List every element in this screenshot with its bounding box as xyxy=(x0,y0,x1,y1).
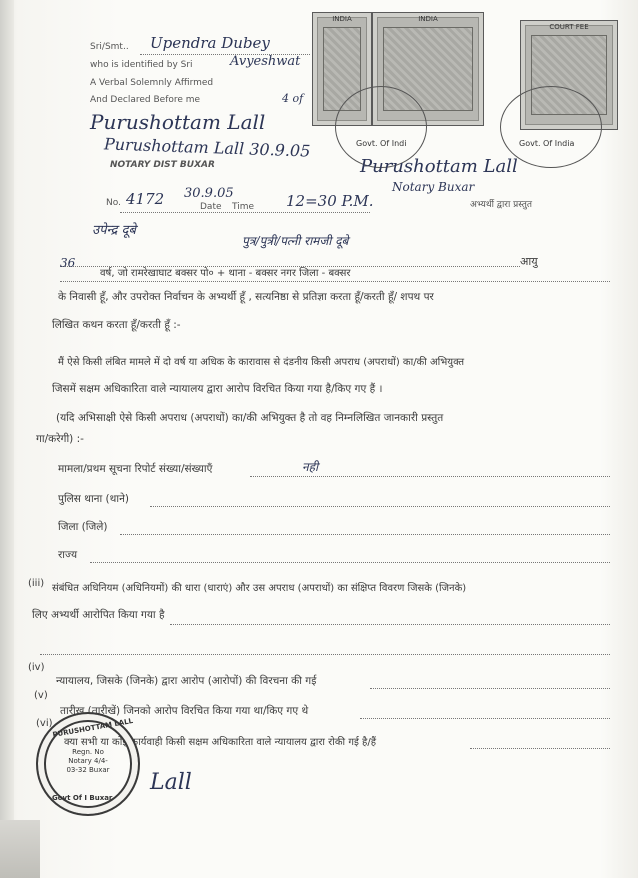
bottom-signature: Lall xyxy=(150,770,192,795)
solemn-label: A Verbal Solemnly Affirmed xyxy=(90,78,214,88)
stamp-3-label: COURT FEE xyxy=(549,23,589,31)
seal-top-text: PURUSHOTTAM LALL xyxy=(51,716,134,740)
item-iv-number: (iv) xyxy=(28,662,45,673)
item-date-charges-label: तारीख (तारीखें) जिनको आरोप विरचित किया गया था/किए गए थे xyxy=(60,705,309,717)
para-line-2: लिखित कथन करता हूँ/करती हूँ :- xyxy=(52,319,181,331)
page-fold-shadow xyxy=(0,0,14,878)
stamp-2-label: INDIA xyxy=(418,15,438,23)
item-vi-number: (vi) xyxy=(36,718,53,729)
stamp-1-label: INDIA xyxy=(332,15,352,23)
item-proceedings-stayed-label: क्या सभी या कोई कार्यवाही किसी सक्षम अधिकारिता वाले न्यायालय द्वारा रोकी गई है/हैं xyxy=(64,737,377,748)
page-torn-corner xyxy=(0,820,40,878)
date-value: 30.9.05 xyxy=(184,186,234,201)
notary-dist-label: NOTARY DIST BUXAR xyxy=(110,160,215,170)
candidate-name: उपेन्द्र दूबे xyxy=(92,223,136,238)
notary-seal xyxy=(36,712,140,816)
item-v-number: (v) xyxy=(34,690,48,701)
sri-label: Sri/Smt.. xyxy=(90,42,129,52)
notary-right-label: Notary Buxar xyxy=(392,180,475,194)
seal-middle-text: Regn. No Notary 4/4-03-32 Buxar xyxy=(66,748,110,774)
para-line-3: मैं ऐसे किसी लंबित मामले में दो वर्ष या अधिक के कारावास से दंडनीय किसी अपराध (अपराधों) का/की अभियुक्त xyxy=(58,357,465,368)
notary-signature-right: Purushottam Lall xyxy=(360,156,518,177)
item-act-section-label: संबंधित अधिनियम (अधिनियमों) की धारा (धाराएं) और उस अपराध (अपराधों) का संक्षिप्त विवरण जिसके (जिनके) xyxy=(52,583,467,594)
date-label: Date xyxy=(200,202,222,212)
item-court-label: न्यायालय, जिसके (जिनके) द्वारा आरोप (आरोपों) की विरचना की गई xyxy=(56,675,317,687)
para-line-4: जिसमें सक्षम अधिकारिता वाले न्यायालय द्वारा आरोप विरचित किया गया है/किए गए हैं । xyxy=(52,383,383,395)
time-label: Time xyxy=(232,202,255,212)
circle-1-text: Govt. Of Indi xyxy=(356,139,407,148)
seal-bottom-text: Govt Of I Buxar xyxy=(52,794,113,802)
declared-label: And Declared Before me xyxy=(90,95,201,105)
item-iii-number: (iii) xyxy=(28,578,45,589)
para-line-6: गा/करेगी) :- xyxy=(36,433,84,445)
age-line: वर्ष, जो रामरेखाघाट बक्सर पो० + थाना - बक्सर नगर जिला - बक्सर xyxy=(100,268,351,279)
no-label: No. xyxy=(106,198,121,208)
item-case-number-value: नही xyxy=(302,460,319,474)
para-line-5: (यदि अभिसाक्षी ऐसे किसी अपराध (अपराधों) का/की अभियुक्त है तो वह निम्नलिखित जानकारी प्रस्तुत xyxy=(56,412,444,424)
sri-value: Upendra Dubey xyxy=(150,34,270,52)
item-act-section-label-2: लिए अभ्यर्थी आरोपित किया गया है xyxy=(32,609,165,621)
item-police-station-label: पुलिस थाना (थाने) xyxy=(58,493,130,505)
item-state-label: राज्य xyxy=(58,549,78,561)
age-value: 36 xyxy=(60,256,76,270)
notary-signature-2: Purushottam Lall 30.9.05 xyxy=(103,134,311,161)
item-district-label: जिला (जिले) xyxy=(58,521,108,533)
declared-value: 4 of xyxy=(282,92,304,105)
identified-value: Avyeshwat xyxy=(230,54,301,69)
notary-signature-1: Purushottam Lall xyxy=(90,110,266,134)
item-case-number-label: मामला/प्रथम सूचना रिपोर्ट संख्या/संख्याएँ xyxy=(58,463,213,475)
relation-name: पुत्र/पुत्री/पत्नी रामजी दूबे xyxy=(242,234,349,248)
para-line-1: के निवासी हूँ, और उपरोक्त निर्वाचन के अभ्यर्थी हूँ , सत्यनिष्ठा से प्रतिज्ञा करता हूँ/करती हूँ/ शपथ पर xyxy=(58,291,434,303)
aayu-label: आयु xyxy=(520,255,538,268)
time-value: 12=30 P.M. xyxy=(286,192,374,210)
certified-by: अभ्यर्थी द्वारा प्रस्तुत xyxy=(470,200,533,210)
no-value: 4172 xyxy=(126,190,165,208)
identified-label: who is identified by Sri xyxy=(90,60,193,70)
circle-2-text: Govt. Of India xyxy=(519,139,575,148)
